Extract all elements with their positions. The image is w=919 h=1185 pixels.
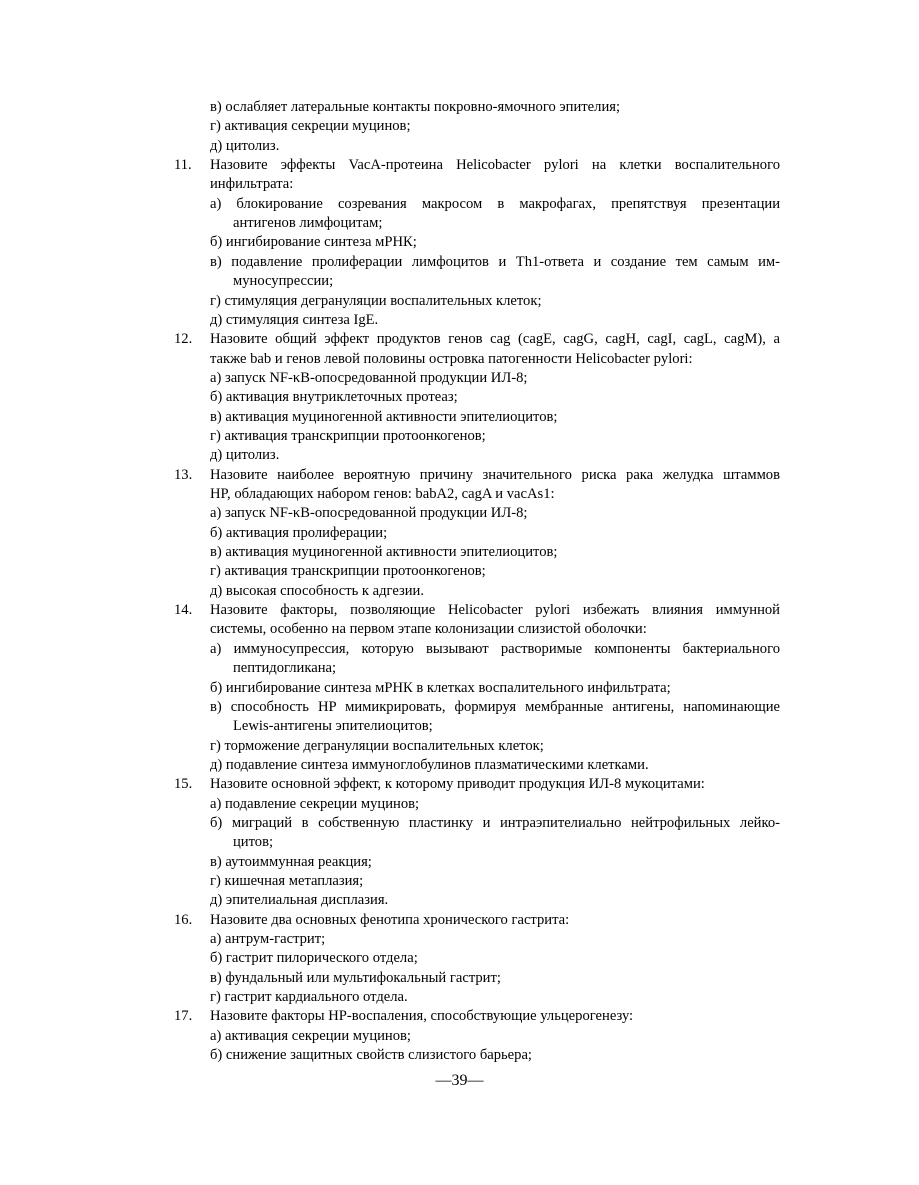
answer-option: г) торможение дегрануляции воспалительных клеток; bbox=[210, 738, 544, 754]
answer-option: в) активация муциногенной активности эпителиоцитов; bbox=[210, 409, 558, 425]
question-text: Назовите факторы, позволяющие Helicobacter pylori избежать влияния иммунной bbox=[210, 602, 780, 618]
answer-option: д) высокая способность к адгезии. bbox=[210, 583, 425, 599]
answer-option: б) ингибирование синтеза мРНК в клетках воспалительного инфильтрата; bbox=[210, 680, 671, 696]
answer-option: а) запуск NF-κB-опосредованной продукции ИЛ-8; bbox=[210, 505, 528, 521]
answer-option: б) гастрит пилорического отдела; bbox=[210, 950, 418, 966]
question-number: 13. bbox=[174, 467, 193, 483]
question-number: 11. bbox=[174, 157, 192, 173]
answer-option: г) кишечная метаплазия; bbox=[210, 873, 364, 889]
question-text: HP, обладающих набором генов: babA2, cagA и vacAs1: bbox=[210, 486, 555, 502]
answer-option: б) миграций в собственную пластинку и интраэпителиально нейтрофильных лейко- bbox=[210, 815, 780, 831]
question-text: Назовите наиболее вероятную причину значительного риска рака желудка штаммов bbox=[210, 467, 780, 483]
answer-option: в) активация муциногенной активности эпителиоцитов; bbox=[210, 544, 558, 560]
answer-option: г) стимуляция дегрануляции воспалительных клеток; bbox=[210, 293, 542, 309]
question-number: 14. bbox=[174, 602, 193, 618]
question-text: Назовите факторы HP-воспаления, способствующие ульцерогенезу: bbox=[210, 1008, 634, 1024]
question-number: 12. bbox=[174, 331, 193, 347]
answer-option: а) запуск NF-κB-опосредованной продукции ИЛ-8; bbox=[210, 370, 528, 386]
answer-option: а) блокирование созревания макросом в макрофагах, препятствуя презентации bbox=[210, 196, 780, 212]
answer-option: Lewis-антигены эпителиоцитов; bbox=[233, 718, 433, 734]
answer-option: муносупрессии; bbox=[233, 273, 334, 289]
question-text: инфильтрата: bbox=[210, 176, 294, 192]
answer-option: б) активация пролиферации; bbox=[210, 525, 388, 541]
answer-option: а) иммуносупрессия, которую вызывают растворимые компоненты бактериального bbox=[210, 641, 780, 657]
answer-option: г) активация транскрипции протоонкогенов; bbox=[210, 563, 486, 579]
question-text: также bab и генов левой половины островка патогенности Helicobacter pylori: bbox=[210, 351, 693, 367]
answer-option: а) антрум-гастрит; bbox=[210, 931, 326, 947]
question-number: 16. bbox=[174, 912, 193, 928]
answer-option: д) цитолиз. bbox=[210, 447, 280, 463]
question-text: Назовите основной эффект, к которому приводит продукция ИЛ-8 мукоцитами: bbox=[210, 776, 705, 792]
answer-option: д) подавление синтеза иммуноглобулинов плазматическими клетками. bbox=[210, 757, 649, 773]
answer-option: г) активация секреции муцинов; bbox=[210, 118, 411, 134]
question-text: системы, особенно на первом этапе колонизации слизистой оболочки: bbox=[210, 621, 647, 637]
question-text: Назовите общий эффект продуктов генов cag (cagE, cagG, cagH, cagI, cagL, cagM), а bbox=[210, 331, 780, 347]
answer-option: д) эпителиальная дисплазия. bbox=[210, 892, 389, 908]
answer-option: в) ослабляет латеральные контакты покровно-ямочного эпителия; bbox=[210, 99, 621, 115]
answer-option: цитов; bbox=[233, 834, 274, 850]
answer-option: б) ингибирование синтеза мРНК; bbox=[210, 234, 417, 250]
answer-option: пептидогликана; bbox=[233, 660, 337, 676]
question-text: Назовите два основных фенотипа хронического гастрита: bbox=[210, 912, 570, 928]
answer-option: а) активация секреции муцинов; bbox=[210, 1028, 411, 1044]
answer-option: г) активация транскрипции протоонкогенов; bbox=[210, 428, 486, 444]
answer-option: в) способность HP мимикрировать, формируя мембранные антигены, напоминающие bbox=[210, 699, 780, 715]
answer-option: антигенов лимфоцитам; bbox=[233, 215, 383, 231]
answer-option: б) снижение защитных свойств слизистого барьера; bbox=[210, 1047, 532, 1063]
question-text: Назовите эффекты VacA-протеина Helicobacter pylori на клетки воспалительного bbox=[210, 157, 780, 173]
question-number: 17. bbox=[174, 1008, 193, 1024]
answer-option: б) активация внутриклеточных протеаз; bbox=[210, 389, 458, 405]
page-number: —39— bbox=[435, 1072, 484, 1089]
answer-option: в) аутоиммунная реакция; bbox=[210, 854, 372, 870]
answer-option: д) цитолиз. bbox=[210, 138, 280, 154]
answer-option: а) подавление секреции муцинов; bbox=[210, 796, 420, 812]
answer-option: в) подавление пролиферации лимфоцитов и Th1-ответа и создание тем самым им- bbox=[210, 254, 780, 270]
answer-option: в) фундальный или мультифокальный гастрит; bbox=[210, 970, 501, 986]
answer-option: д) стимуляция синтеза IgE. bbox=[210, 312, 379, 328]
answer-option: г) гастрит кардиального отдела. bbox=[210, 989, 408, 1005]
question-number: 15. bbox=[174, 776, 193, 792]
